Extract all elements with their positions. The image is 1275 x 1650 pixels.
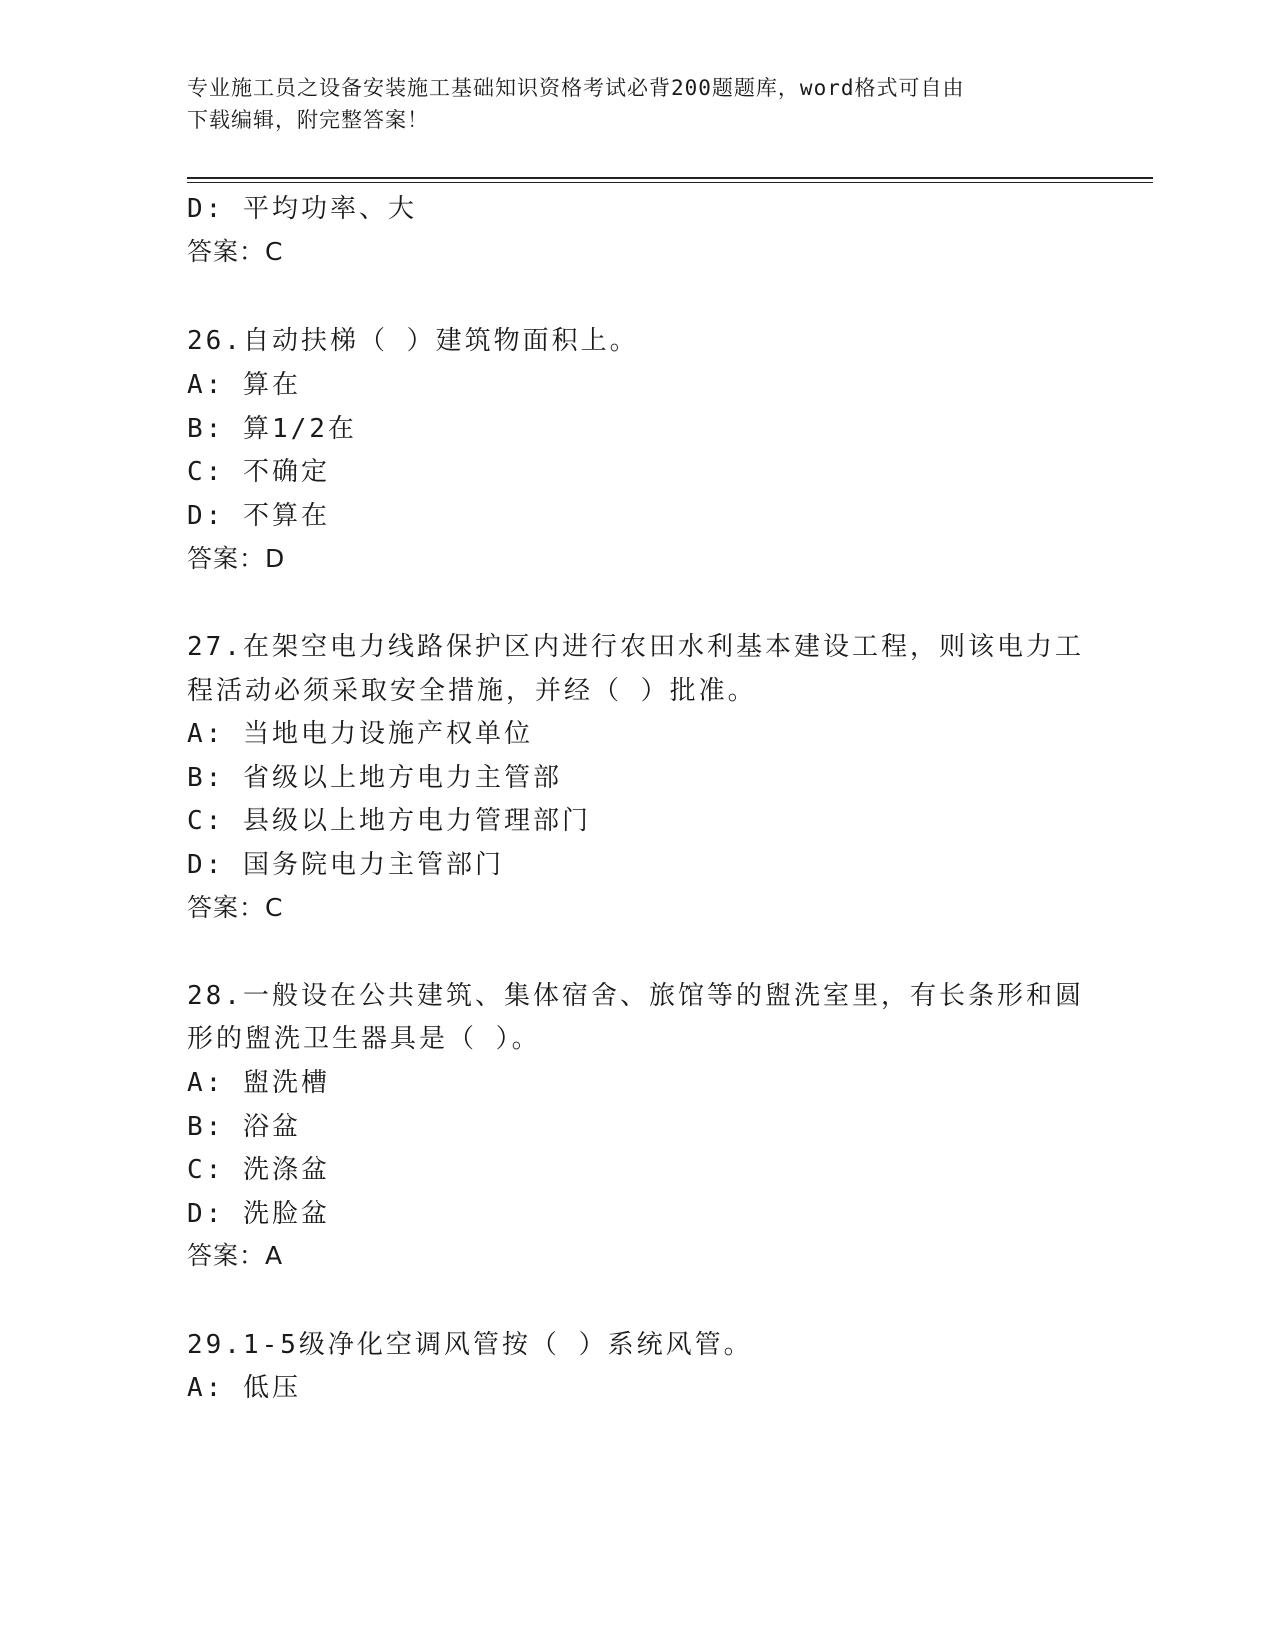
q26-answer: 答案：D — [187, 544, 286, 573]
q26-stem: 26.自动扶梯（ ）建筑物面积上。 — [187, 326, 639, 356]
header-divider-thin — [187, 182, 1153, 183]
q26-option-c: C: 不确定 — [187, 457, 330, 487]
q28-option-b: B: 浴盆 — [187, 1112, 301, 1142]
q27-option-c: C: 县级以上地方电力管理部门 — [187, 806, 591, 836]
q25-option-d: D: 平均功率、大 — [187, 194, 417, 224]
q25-answer: 答案：C — [187, 237, 284, 266]
q28-answer: 答案：A — [187, 1241, 284, 1270]
q26-option-d: D: 不算在 — [187, 501, 330, 531]
q29-option-a: A: 低压 — [187, 1373, 301, 1403]
q26-option-b: B: 算1/2在 — [187, 414, 357, 444]
q28-stem-line-2: 形的盥洗卫生器具是（ ）。 — [187, 1024, 541, 1054]
q28-option-c: C: 洗涤盆 — [187, 1155, 330, 1185]
header-divider-thick — [187, 177, 1153, 179]
q29-stem: 29.1-5级净化空调风管按（ ）系统风管。 — [187, 1330, 753, 1360]
q27-option-b: B: 省级以上地方电力主管部 — [187, 763, 562, 793]
q27-option-a: A: 当地电力设施产权单位 — [187, 719, 533, 749]
q27-stem-line-1: 27.在架空电力线路保护区内进行农田水利基本建设工程，则该电力工 — [187, 632, 1084, 662]
q27-stem-line-2: 程活动必须采取安全措施，并经（ ）批准。 — [187, 676, 757, 706]
q28-option-a: A: 盥洗槽 — [187, 1068, 330, 1098]
q27-answer: 答案：C — [187, 893, 284, 922]
header-title-line-2: 下载编辑，附完整答案！ — [187, 108, 429, 132]
q28-option-d: D: 洗脸盆 — [187, 1199, 330, 1229]
header-title-line-1: 专业施工员之设备安装施工基础知识资格考试必背200题题库，word格式可自由 — [187, 76, 965, 100]
document-header — [187, 72, 1087, 136]
q26-option-a: A: 算在 — [187, 370, 301, 400]
q28-stem-line-1: 28.一般设在公共建筑、集体宿舍、旅馆等的盥洗室里，有长条形和圆 — [187, 981, 1084, 1011]
q27-option-d: D: 国务院电力主管部门 — [187, 850, 504, 880]
